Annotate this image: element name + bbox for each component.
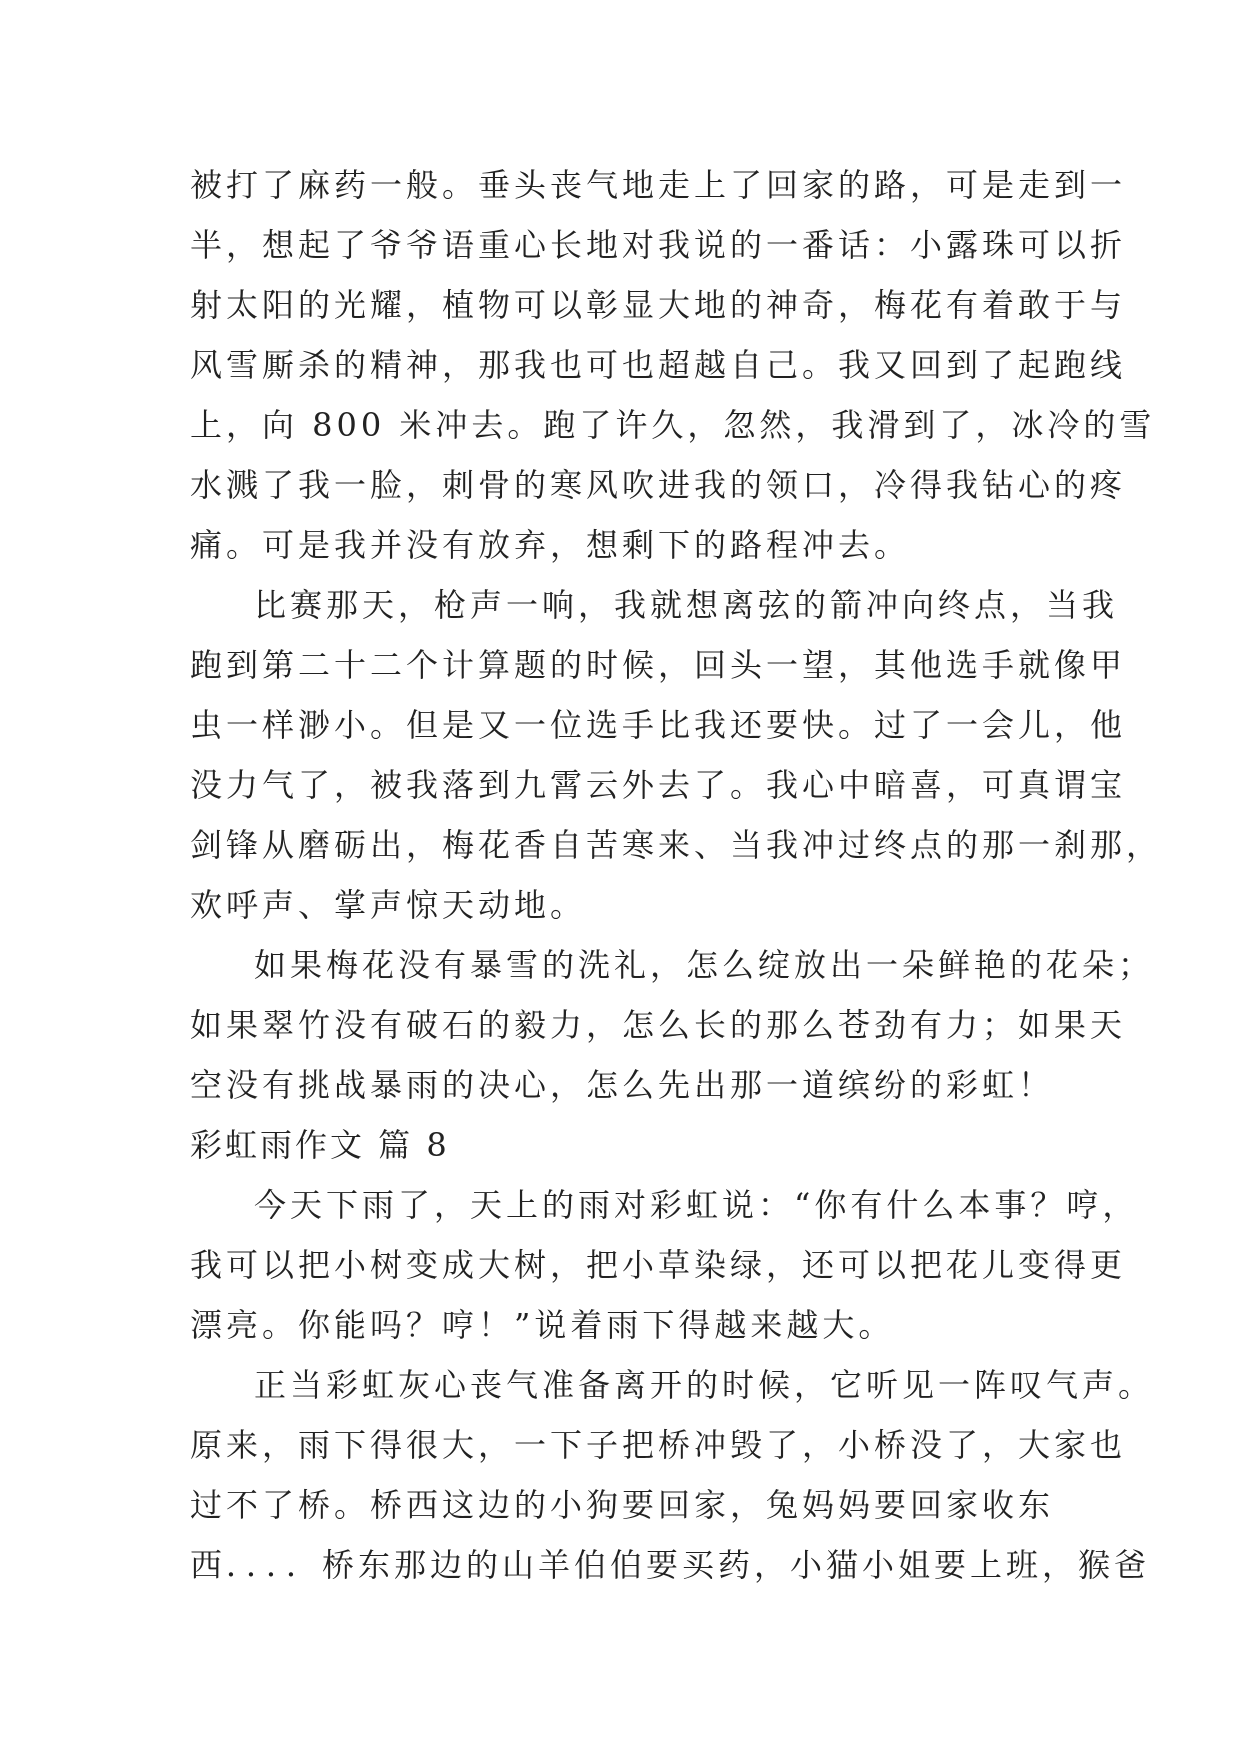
paragraph — [190, 1355, 1155, 1595]
text-line: 比赛那天，枪声一响，我就想离弦的箭冲向终点，当我 — [254, 586, 1119, 624]
text-line: 空没有挑战暴雨的决心，怎么先出那一道缤纷的彩虹！ — [190, 1066, 1055, 1104]
text-line: 今天下雨了，天上的雨对彩虹说：“你有什么本事？哼， — [254, 1186, 1139, 1224]
text-line: 漂亮。你能吗？哼！”说着雨下得越来越大。 — [190, 1306, 895, 1344]
text-line: 原来，雨下得很大，一下子把桥冲毁了，小桥没了，大家也 — [190, 1426, 1127, 1464]
paragraph — [190, 935, 1155, 1115]
text-line: 上，向 800 米冲去。跑了许久，忽然，我滑到了，冰冷的雪 — [190, 406, 1156, 444]
paragraph — [190, 155, 1156, 575]
text-line: 西．．．．桥东那边的山羊伯伯要买药，小猫小姐要上班，猴爸 — [190, 1546, 1151, 1584]
document-body — [190, 155, 1163, 1595]
text-line: 虫一样渺小。但是又一位选手比我还要快。过了一会儿，他 — [190, 706, 1127, 744]
text-line: 过不了桥。桥西这边的小狗要回家，兔妈妈要回家收东 — [190, 1486, 1055, 1524]
text-line: 如果翠竹没有破石的毅力，怎么长的那么苍劲有力；如果天 — [190, 1006, 1127, 1044]
section-heading: 彩虹雨作文 篇 8 — [190, 1126, 450, 1164]
text-line: 我可以把小树变成大树，把小草染绿，还可以把花儿变得更 — [190, 1246, 1127, 1284]
text-line: 射太阳的光耀，植物可以彰显大地的神奇，梅花有着敢于与 — [190, 286, 1127, 324]
text-line: 痛。可是我并没有放弃，想剩下的路程冲去。 — [190, 526, 911, 564]
text-line: 如果梅花没有暴雪的洗礼，怎么绽放出一朵鲜艳的花朵； — [254, 946, 1155, 984]
paragraph — [190, 1175, 1139, 1355]
text-line: 风雪厮杀的精神，那我也可也超越自己。我又回到了起跑线 — [190, 346, 1127, 384]
text-line: 正当彩虹灰心丧气准备离开的时候，它听见一阵叹气声。 — [254, 1366, 1155, 1404]
text-line: 没力气了，被我落到九霄云外去了。我心中暗喜，可真谓宝 — [190, 766, 1127, 804]
text-line: 被打了麻药一般。垂头丧气地走上了回家的路，可是走到一 — [190, 166, 1127, 204]
text-line: 水溅了我一脸，刺骨的寒风吹进我的领口，冷得我钻心的疼 — [190, 466, 1127, 504]
text-line: 跑到第二十二个计算题的时候，回头一望，其他选手就像甲 — [190, 646, 1127, 684]
text-line: 剑锋从磨砺出，梅花香自苦寒来、当我冲过终点的那一刹那， — [190, 826, 1163, 864]
paragraph — [190, 575, 1163, 935]
text-line: 欢呼声、掌声惊天动地。 — [190, 886, 587, 924]
text-line: 半，想起了爷爷语重心长地对我说的一番话：小露珠可以折 — [190, 226, 1127, 264]
